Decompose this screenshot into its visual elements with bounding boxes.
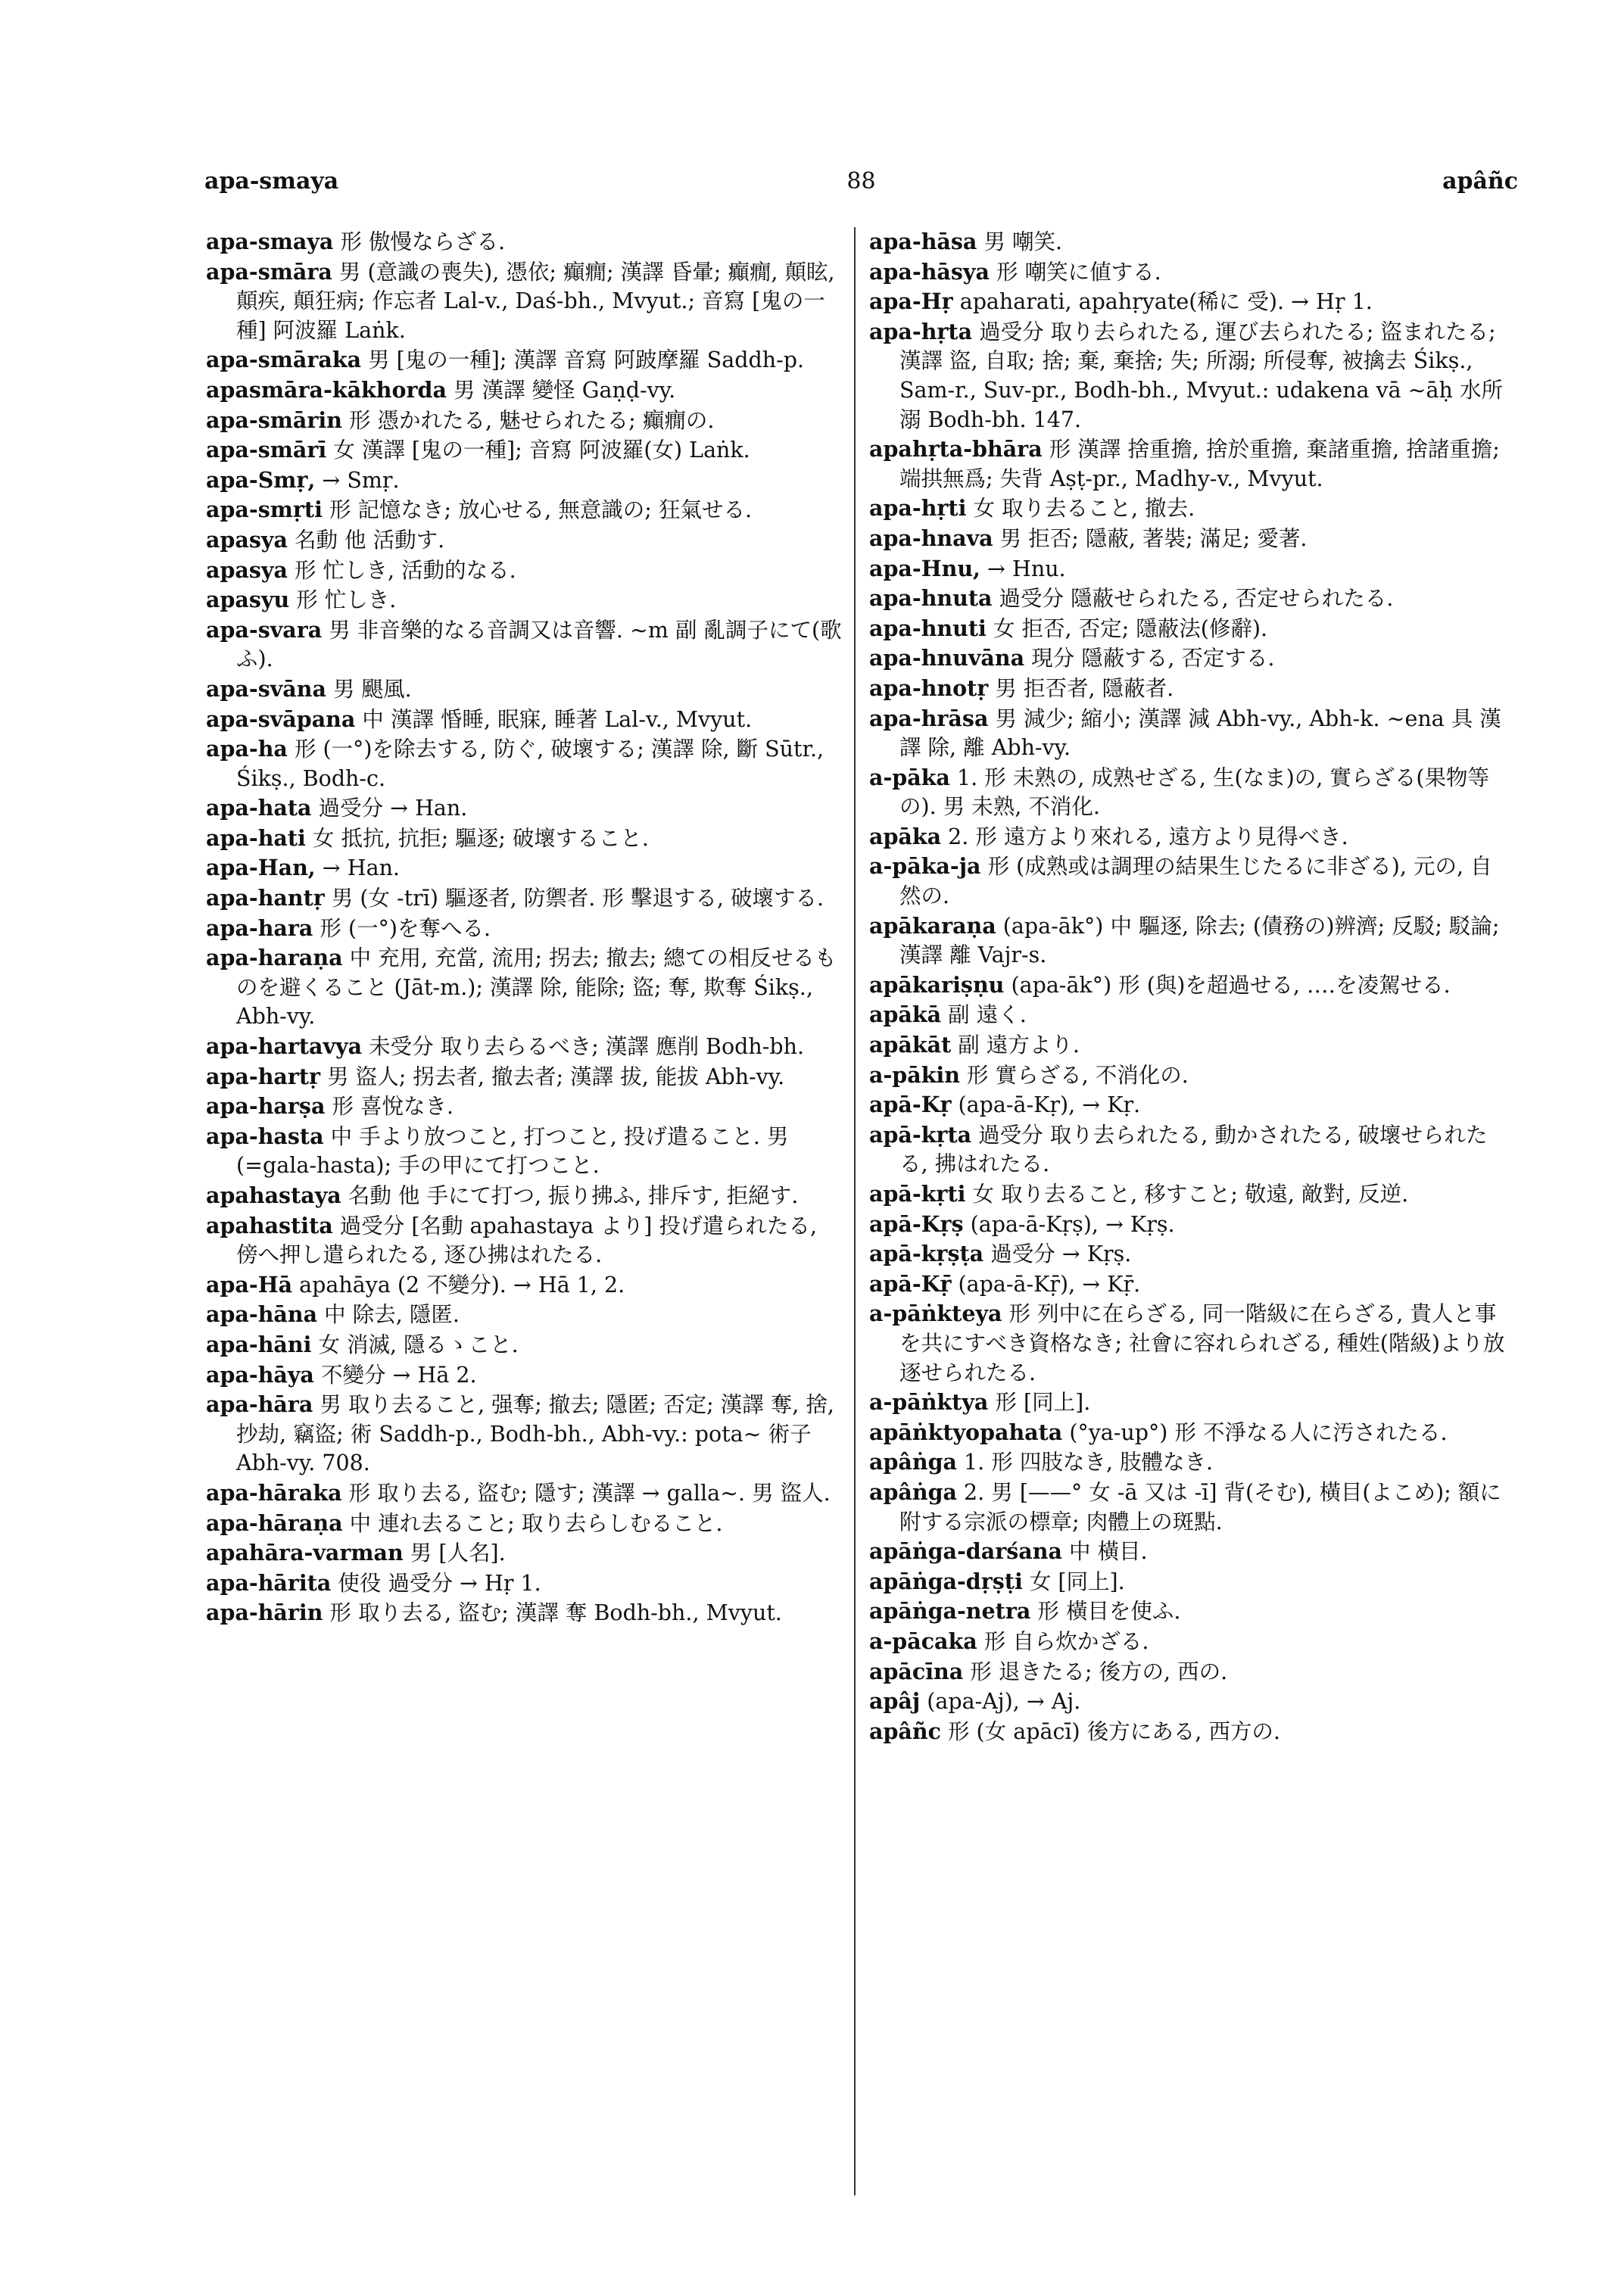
entry-headword: a-pācaka	[869, 1628, 977, 1654]
dictionary-entry	[206, 1569, 842, 1599]
entry-definition: 過受分 → Han.	[311, 796, 468, 821]
dictionary-entry	[206, 1509, 842, 1539]
entry-headword: apa-hasta	[206, 1123, 324, 1149]
running-head-right: apâñc	[1442, 168, 1518, 195]
entry-headword: apāṅga-netra	[869, 1598, 1031, 1625]
dictionary-entry	[206, 1390, 842, 1478]
entry-definition: → Han.	[315, 855, 400, 881]
dictionary-entry	[206, 1330, 842, 1360]
entry-definition: 男 (女 -trī) 驅逐者, 防禦者. 形 擊退する, 破壞する.	[324, 886, 824, 911]
entry-headword: apa-hāni	[206, 1331, 312, 1357]
column-divider	[854, 227, 856, 2195]
dictionary-entry	[869, 1030, 1509, 1061]
entry-definition: 形 傲慢ならざる.	[333, 229, 506, 254]
entry-definition: 1. 形 未熟の, 成熟せざる, 生(なま)の, 實らざる(果物等の). 男 未熟, 不消化.	[899, 765, 1489, 820]
entry-definition: 中 除去, 隱匿.	[317, 1302, 460, 1328]
entry-definition: 形 嘲笑に値する.	[989, 259, 1161, 285]
entry-headword: apāṅga-dṛṣṭi	[869, 1568, 1023, 1594]
dictionary-entry	[869, 704, 1509, 763]
entry-headword: apa-ha	[206, 736, 288, 762]
entry-definition: 男 漢譯 變怪 Gaṇḍ-vy.	[446, 377, 676, 403]
entry-definition: 過受分 取り去られたる, 運び去られたる; 盜まれたる; 漢譯 盜, 自取; 捨; 棄, 棄捨; 失; 所溺; 所侵奪, 被擒去 Śikṣ., Sam-r., Suv-pr., Bodh-bh., Mvyut.: udakena vā ∼āḥ 水所溺 Bodh-bh. 147.	[899, 319, 1503, 432]
entry-headword: apasmāra-kākhorda	[206, 376, 447, 403]
entry-definition: 2. 形 遠方より來れる, 遠方より見得べき.	[941, 824, 1348, 849]
dictionary-entry	[206, 1478, 842, 1509]
entry-headword: apa-Hnu,	[869, 555, 980, 581]
entry-headword: apa-hrāsa	[869, 705, 989, 731]
dictionary-entry	[869, 763, 1509, 822]
entry-headword: apa-hnotṛ	[869, 675, 989, 701]
entry-headword: apākaraṇa	[869, 912, 996, 939]
entry-headword: apasyu	[206, 587, 290, 613]
entry-definition: 男 拒否者, 隱蔽者.	[988, 675, 1174, 701]
entry-headword: apahṛta-bhāra	[869, 436, 1043, 463]
entry-definition: 形 忙しき, 活動的なる.	[287, 557, 516, 583]
entry-definition: 形 記憶なき; 放心せる, 無意識の; 狂氣せる.	[322, 497, 753, 523]
entry-headword: apa-hnava	[869, 525, 993, 551]
dictionary-entry	[869, 584, 1509, 614]
dictionary-entry	[869, 1090, 1509, 1120]
dictionary-entry	[206, 705, 842, 735]
entry-definition: (apa-Aj), → Aj.	[920, 1689, 1081, 1715]
entry-definition: 男 嘲笑.	[977, 229, 1063, 254]
dictionary-entry	[206, 1032, 842, 1062]
entry-headword: apa-Han,	[206, 855, 316, 881]
entry-definition: 形 喜悅なき.	[325, 1094, 454, 1120]
entry-definition: 女 [同上].	[1022, 1569, 1125, 1594]
entry-headword: apa-hārita	[206, 1569, 332, 1596]
entry-headword: a-pāka	[869, 764, 950, 790]
dictionary-entry	[206, 793, 842, 824]
dictionary-entry	[869, 1657, 1509, 1687]
entry-definition: (°ya-up°) 形 不淨なる人に汚されたる.	[1062, 1419, 1448, 1445]
entry-headword: apāṅktyopahata	[869, 1419, 1063, 1445]
entry-definition: 中 充用, 充當, 流用; 拐去; 撤去; 總ての相反せるものを避くること (Jāt-m.); 漢譯 除, 能除; 盜; 奪, 欺奪 Śikṣ., Abh-vy.	[236, 946, 837, 1030]
entry-headword: apa-hāraṇa	[206, 1509, 343, 1536]
entry-definition: 中 漢譯 惛睡, 眠寐, 睡著 Lal-v., Mvyut.	[355, 706, 753, 732]
dictionary-entry	[869, 524, 1509, 554]
entry-definition: 名動 他 活動す.	[287, 527, 445, 553]
entry-headword: apā-Kṝ	[869, 1270, 952, 1297]
dictionary-entry	[869, 1478, 1509, 1537]
entry-headword: apa-hata	[206, 795, 312, 821]
entry-headword: apā-Kṛṣ	[869, 1210, 964, 1237]
entry-headword: apāka	[869, 823, 942, 849]
entry-headword: apa-smāra	[206, 258, 332, 285]
entry-definition: 2. 男 [——° 女 -ā 又は -ī] 背(そむ), 橫目(よこめ); 額に附する宗派の標章; 肉體上の斑點.	[899, 1479, 1501, 1534]
dictionary-entry	[206, 556, 842, 586]
entry-headword: apahāra-varman	[206, 1540, 404, 1566]
entry-headword: apa-hantṛ	[206, 885, 325, 911]
entry-definition: 女 漢譯 [鬼の一種]; 音寫 阿波羅(女) Laṅk.	[326, 438, 750, 463]
dictionary-entry	[869, 822, 1509, 852]
dictionary-entry	[206, 257, 842, 346]
dictionary-entry	[869, 643, 1509, 674]
dictionary-entry	[869, 1388, 1509, 1418]
dictionary-entry	[206, 466, 842, 496]
entry-headword: apa-smārin	[206, 407, 342, 433]
entry-headword: apa-hnuti	[869, 615, 987, 641]
entry-definition: 形 實らざる, 不消化の.	[959, 1062, 1189, 1088]
running-head	[204, 168, 1518, 206]
entry-headword: apa-hāna	[206, 1301, 318, 1328]
dictionary-entry	[869, 1537, 1509, 1567]
entry-headword: apa-hati	[206, 824, 306, 851]
entry-headword: apā-Kṛ	[869, 1092, 952, 1118]
entry-headword: apā-kṛṣṭa	[869, 1241, 984, 1267]
dictionary-entry	[206, 914, 842, 944]
entry-definition: 1. 形 四肢なき, 肢體なき.	[956, 1450, 1214, 1475]
dictionary-entry	[206, 1300, 842, 1330]
entry-definition: 男 颶風.	[326, 676, 412, 702]
entry-definition: 未受分 取り去らるべき; 漢譯 應削 Bodh-bh.	[362, 1034, 805, 1060]
dictionary-entry	[869, 1061, 1509, 1091]
entry-headword: apa-harṣa	[206, 1093, 326, 1120]
right-column	[869, 227, 1509, 1746]
dictionary-entry	[869, 257, 1509, 288]
entry-headword: apa-hara	[206, 914, 313, 941]
entry-definition: → Hnu.	[980, 556, 1066, 581]
entry-headword: apahastita	[206, 1212, 333, 1238]
entry-definition: 現分 隱蔽する, 否定する.	[1024, 646, 1275, 671]
dictionary-entry	[206, 883, 842, 914]
entry-headword: apa-hnuvāna	[869, 645, 1025, 671]
entry-definition: 中 連れ去ること; 取り去らしむること.	[342, 1510, 723, 1536]
entry-headword: apa-smārī	[206, 437, 327, 463]
entry-definition: (apa-ā-Kṝ), → Kṝ.	[951, 1271, 1141, 1297]
entry-headword: apahastaya	[206, 1182, 341, 1208]
dictionary-entry	[206, 1598, 842, 1628]
dictionary-entry	[869, 1120, 1509, 1179]
entry-headword: apâj	[869, 1688, 921, 1715]
entry-definition: 過受分 → Kṛṣ.	[983, 1242, 1132, 1267]
dictionary-entry	[869, 1597, 1509, 1627]
dictionary-entry	[206, 1092, 842, 1122]
entry-headword: apā-kṛta	[869, 1121, 972, 1148]
entry-headword: apa-hṛti	[869, 495, 967, 522]
entry-headword: apa-hāsya	[869, 258, 990, 285]
dictionary-entry	[869, 911, 1509, 970]
entry-headword: a-pāṅkteya	[869, 1301, 1002, 1327]
entry-headword: apa-Hṛ	[869, 288, 953, 315]
running-head-left: apa-smaya	[204, 168, 339, 195]
entry-definition: 男 [人名].	[403, 1541, 506, 1566]
entry-definition: 副 遠く.	[941, 1002, 1027, 1028]
dictionary-entry	[206, 375, 842, 406]
entry-headword: apa-Smṛ,	[206, 466, 316, 493]
entry-definition: 女 抵抗, 抗拒; 驅逐; 破壞すること.	[305, 825, 649, 851]
entry-definition: 不變分 → Hā 2.	[313, 1362, 477, 1388]
entry-headword: apākariṣṇu	[869, 971, 1005, 998]
entry-headword: apa-hṛta	[869, 318, 973, 344]
entry-definition: 過受分 取り去られたる, 動かされたる, 破壞せられたる, 拂はれたる.	[899, 1122, 1488, 1177]
dictionary-entry	[206, 345, 842, 375]
left-column	[206, 227, 842, 1628]
entry-definition: 女 取り去ること, 移すこと; 敬遠, 敵對, 反逆.	[965, 1182, 1409, 1207]
dictionary-entry	[869, 227, 1509, 257]
dictionary-entry	[206, 1270, 842, 1301]
dictionary-entry	[206, 495, 842, 525]
entry-definition: 女 消滅, 隱るゝこと.	[311, 1332, 519, 1357]
dictionary-entry	[206, 227, 842, 257]
dictionary-entry	[869, 970, 1509, 1001]
entry-headword: apa-haraṇa	[206, 945, 343, 971]
entry-headword: apācīna	[869, 1658, 964, 1684]
entry-definition: 形 橫目を使ふ.	[1030, 1599, 1181, 1625]
entry-headword: apa-Hā	[206, 1271, 293, 1298]
entry-headword: apa-smṛti	[206, 497, 323, 523]
dictionary-entry	[206, 1211, 842, 1270]
dictionary-entry	[206, 1360, 842, 1391]
entry-headword: apākāt	[869, 1032, 952, 1058]
dictionary-entry	[206, 585, 842, 615]
dictionary-entry	[869, 1239, 1509, 1270]
entry-headword: apa-svāpana	[206, 706, 356, 732]
entry-definition: 中 手より放つこと, 打つこと, 投げ遣ること. 男 (=gala-hasta); 手の甲にて打つこと.	[236, 1123, 789, 1179]
dictionary-entry	[206, 734, 842, 793]
entry-definition: 過受分 [名動 apahastaya より] 投げ遣られたる, 傍へ押し遣られたる, 逐ひ拂はれたる.	[236, 1213, 818, 1268]
entry-definition: 形 忙しき.	[289, 587, 397, 613]
entry-definition: 過受分 隱蔽せられたる, 否定せられたる.	[992, 586, 1394, 612]
entry-definition: 女 取り去ること, 撤去.	[966, 496, 1195, 522]
entry-definition: 使役 過受分 → Hṛ 1.	[331, 1570, 541, 1596]
dictionary-entry	[869, 1567, 1509, 1597]
entry-definition: 男 非音樂的なる音調又は音響. ∼m 副 亂調子にて(歌ふ).	[236, 617, 842, 672]
entry-headword: apāṅga-darśana	[869, 1538, 1062, 1565]
entry-definition: → Smṛ.	[315, 467, 400, 493]
entry-definition: 男 (意識の喪失), 憑依; 癲癇; 漢譯 昏暈; 癲癇, 顛眩, 顛疾, 顛狂病; 作忘者 Lal-v., Daś-bh., Mvyut.; 音寫 [鬼の一種] 阿波羅 Laṅk.	[236, 259, 835, 343]
entry-definition: 形 退きたる; 後方の, 西の.	[963, 1659, 1228, 1684]
entry-definition: (apa-ā-Kṛ), → Kṛ.	[951, 1092, 1141, 1118]
entry-definition: 形 漢譯 捨重擔, 捨於重擔, 棄諸重擔, 捨諸重擔; 端拱無爲; 失背 Aṣṭ-pr., Madhy-v., Mvyut.	[899, 437, 1500, 491]
entry-definition: 男 盜人; 拐去者, 撤去者; 漢譯 拔, 能拔 Abh-vy.	[320, 1064, 785, 1089]
entry-headword: apākā	[869, 1002, 942, 1028]
entry-headword: apa-hāraka	[206, 1479, 342, 1506]
entry-headword: apa-hartavya	[206, 1033, 363, 1060]
dictionary-entry	[869, 554, 1509, 584]
dictionary-entry	[869, 1447, 1509, 1478]
dictionary-entry	[869, 1627, 1509, 1657]
entry-definition: 形 取り去る, 盜む; 隱す; 漢譯 → galla∼. 男 盜人.	[341, 1480, 831, 1506]
entry-headword: apa-smaya	[206, 229, 334, 254]
dictionary-entry	[206, 1122, 842, 1181]
entry-definition: 形 (一°)を奪へる.	[313, 915, 491, 941]
entry-headword: apa-hāya	[206, 1361, 314, 1388]
dictionary-entry	[869, 1270, 1509, 1300]
page-number: 88	[846, 168, 876, 195]
entry-definition: 副 遠方より.	[951, 1033, 1080, 1058]
dictionary-entry	[869, 852, 1509, 911]
dictionary-entry	[869, 1717, 1509, 1747]
entry-headword: a-pāṅktya	[869, 1389, 989, 1416]
dictionary-entry	[869, 287, 1509, 317]
entry-headword: apasya	[206, 526, 288, 553]
entry-definition: 形 憑かれたる, 魅せられたる; 癲癇の.	[341, 407, 715, 433]
entry-definition: 形 [同上].	[988, 1390, 1091, 1416]
dictionary-entry	[869, 1179, 1509, 1210]
dictionary-entry	[206, 853, 842, 883]
entry-headword: apa-hāra	[206, 1391, 313, 1418]
entry-headword: apasya	[206, 556, 288, 583]
entry-definition: apaharati, apahṛyate(稀に 受). → Hṛ 1.	[952, 289, 1373, 315]
dictionary-entry	[869, 1687, 1509, 1717]
dictionary-entry	[206, 824, 842, 854]
entry-definition: 形 (成熟或は調理の結果生じたるに非ざる), 元の, 自然の.	[899, 854, 1492, 909]
dictionary-entry	[869, 435, 1509, 494]
dictionary-entry	[206, 1181, 842, 1211]
entry-definition: 男 取り去ること, 强奪; 撤去; 隱匿; 否定; 漢譯 奪, 捨, 抄劫, 竊盜; 術 Saddh-p., Bodh-bh., Abh-vy.: pota∼ 術子 Abh-vy. 708.	[236, 1392, 834, 1476]
dictionary-entry	[206, 406, 842, 436]
dictionary-entry	[206, 943, 842, 1032]
dictionary-entry	[869, 494, 1509, 524]
entry-definition: 形 自ら炊かざる.	[977, 1628, 1149, 1654]
dictionary-entry	[869, 1418, 1509, 1448]
entry-definition: 男 減少; 縮小; 漢譯 減 Abh-vy., Abh-k. ∼ena 具 漢譯 除, 離 Abh-vy.	[899, 706, 1501, 761]
entry-definition: 男 [鬼の一種]; 漢譯 音寫 阿跛摩羅 Saddh-p.	[361, 347, 805, 373]
dictionary-entry	[869, 1299, 1509, 1388]
entry-definition: (apa-ā-Kṛṣ), → Kṛṣ.	[963, 1211, 1175, 1237]
entry-headword: a-pāka-ja	[869, 853, 981, 880]
entry-definition: (apa-āk°) 中 驅逐, 除去; (債務の)辨濟; 反駁; 駁論; 漢譯 離 Vajr-s.	[899, 913, 1500, 968]
dictionary-entry	[869, 1000, 1509, 1030]
entry-definition: (apa-āk°) 形 (與)を超過せる, ‥‥を凌駕せる.	[1004, 972, 1451, 998]
dictionary-entry	[206, 1538, 842, 1569]
entry-headword: apa-hartṛ	[206, 1063, 321, 1089]
entry-headword: apa-svara	[206, 616, 323, 643]
dictionary-entry	[206, 675, 842, 705]
dictionary-entry	[869, 614, 1509, 644]
entry-definition: 形 (女 apācī) 後方にある, 西方の.	[940, 1718, 1280, 1744]
dictionary-entry	[206, 1062, 842, 1092]
dictionary-entry	[206, 615, 842, 675]
entry-headword: apâñc	[869, 1718, 941, 1744]
entry-headword: apa-hnuta	[869, 585, 993, 612]
entry-definition: 中 橫目.	[1061, 1539, 1148, 1565]
entry-definition: 形 列中に在らざる, 同一階級に在らざる, 貴人と事を共にすべき資格なき; 社會に容れられざる, 種姓(階級)より放逐せられたる.	[899, 1301, 1505, 1385]
entry-headword: apa-smāraka	[206, 347, 362, 373]
entry-definition: 形 (一°)を除去する, 防ぐ, 破壞する; 漢譯 除, 斷 Sūtr., Śikṣ., Bodh-c.	[236, 737, 824, 791]
entry-definition: 名動 他 手にて打つ, 振り拂ふ, 排斥す, 拒絕す.	[341, 1183, 799, 1208]
entry-definition: 男 拒否; 隱蔽, 著裝; 滿足; 愛著.	[993, 525, 1308, 551]
entry-headword: apa-hārin	[206, 1600, 323, 1626]
entry-headword: apâṅga	[869, 1449, 957, 1475]
dictionary-entry	[869, 674, 1509, 704]
entry-headword: apa-svāna	[206, 675, 326, 702]
entry-headword: apâṅga	[869, 1478, 957, 1505]
dictionary-entry	[206, 525, 842, 556]
entry-headword: a-pākin	[869, 1061, 960, 1088]
dictionary-entry	[869, 1210, 1509, 1240]
dictionary-entry	[206, 435, 842, 466]
entry-headword: apa-hāsa	[869, 229, 977, 254]
entry-headword: apā-kṛti	[869, 1181, 966, 1207]
entry-definition: 形 取り去る, 盜む; 漢譯 奪 Bodh-bh., Mvyut.	[323, 1600, 782, 1626]
entry-definition: 女 拒否, 否定; 隱蔽法(修辭).	[986, 615, 1268, 641]
dictionary-entry	[869, 317, 1509, 435]
entry-definition: apahāya (2 不變分). → Hā 1, 2.	[292, 1272, 625, 1298]
